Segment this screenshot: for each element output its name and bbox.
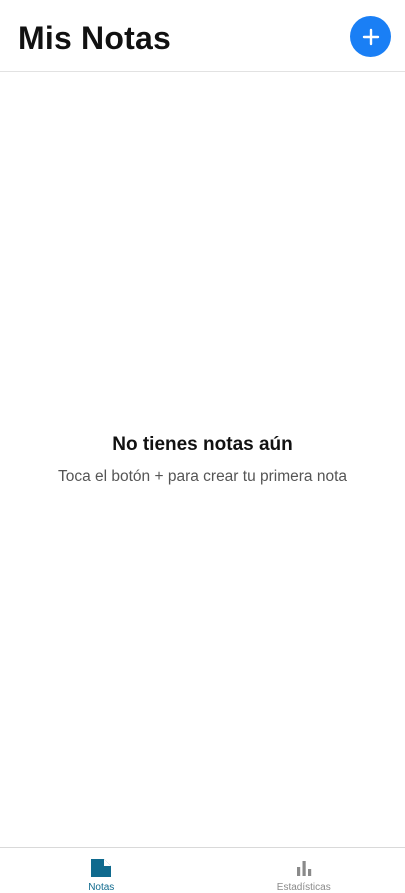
tab-notas[interactable] (0, 848, 203, 893)
empty-state-subtitle: Toca el botón + para crear tu primera nota (57, 468, 348, 485)
bottom-tab-bar (0, 847, 405, 893)
tab-label-notas: Notas (88, 882, 115, 893)
page-title: Mis Notas (18, 20, 171, 56)
add-note-button[interactable] (350, 16, 391, 57)
bar-chart-icon (293, 858, 315, 878)
tab-label-estadisticas: Estadísticas (276, 882, 331, 893)
empty-state (0, 432, 405, 487)
header (0, 0, 405, 72)
tab-estadisticas[interactable] (203, 848, 405, 893)
note-icon (90, 858, 112, 878)
empty-state-title: No tienes notas aún (112, 434, 293, 455)
plus-icon (362, 28, 380, 46)
